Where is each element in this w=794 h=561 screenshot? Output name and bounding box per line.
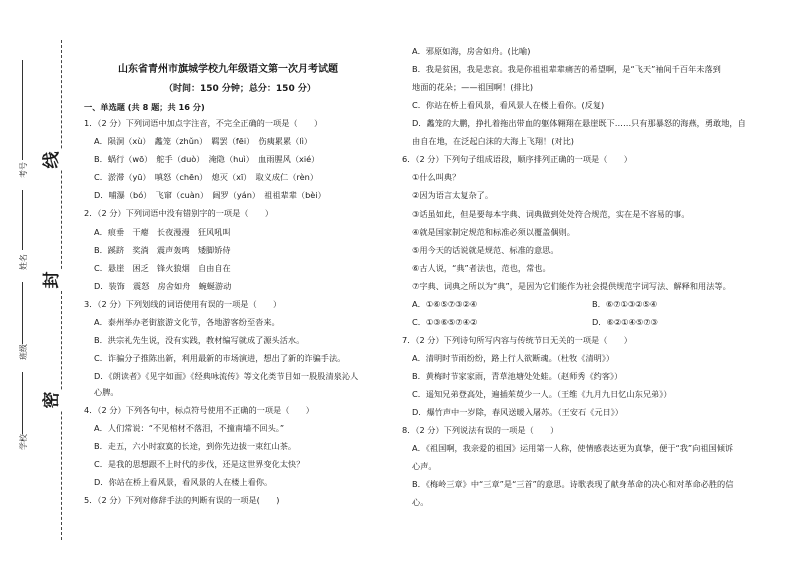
q5-option-b-cont: 地面的花朵；——祖国啊！(排比) [412,82,534,92]
q5-option-c: C．你站在桥上看风景，看风景人在楼上看你。(反复) [412,100,605,110]
exam-subtitle: （时间：150 分钟；总分：150 分） [164,84,316,94]
q6-stem: 6．（2 分）下列句子组成语段，顺序排列正确的一项是（ ） [402,154,632,164]
q5-option-a: A．邪原如海，房舍如舟。(比喻) [412,46,531,56]
q6-option-c: C．①③⑥⑤⑦④② [412,317,478,327]
q1-option-a: A．陨洞（xù） 蠡笼（zhǔn） 羁罢（fēi） 伤痍累累（lì） [94,136,313,146]
binding-margin [0,0,72,561]
q7-option-a: A．清明时节雨纷纷，路上行人欲断魂。（杜牧《清明》） [412,353,615,363]
q6-sentence-5: ⑤用今天的话说就是规范、标准的意思。 [412,245,559,255]
q2-option-d: D．装饰 震怒 房舍如舟 蜿蜒游动 [94,281,232,291]
q7-option-c: C．遥知兄弟登高处，遍插茱萸少一人。（王维《九月九日忆山东兄弟》） [412,389,672,399]
q5-option-d-cont: 由自在地，在泛起白沫的大海上飞翔！(对比) [412,136,574,146]
q4-option-c: C．是我的思想跟不上时代的步伐，还是这世界变化太快？ [94,459,305,469]
q6-sentence-1: ①什么叫典？ [412,172,461,182]
q2-option-a: A．痕垂 干瘪 长夜漫漫 狂风吼叫 [94,227,231,237]
q8-stem: 8．（2 分）下列说法有误的一项是（ ） [402,425,559,435]
margin-label-school: 学校 [19,434,28,450]
q2-option-c: C．悬崖 困乏 锋火狼烟 自由自在 [94,263,231,273]
q2-stem: 2．（2 分）下列词语中没有错别字的一项是（ ） [84,208,274,218]
name-line [22,190,23,250]
q6-sentence-3: ③话虽如此，但是要每本字典、词典做到处处符合规范，实在是不容易的事。 [412,209,690,219]
q4-option-d: D．你站在桥上看风景，看风景的人在楼上看你。 [94,477,273,487]
q2-option-b: B．蹊跻 奖淌 震声轰鸣 矮脚矫侍 [94,245,231,255]
q4-stem: 4．（2 分）下列各句中，标点符号使用不正确的一项是（ ） [84,405,314,415]
q1-option-d: D．哺瀑（bó） 飞窜（cuàn） 阔罗（yán） 祖祖辈辈（bèi） [94,190,326,200]
q1-stem: 1．（2 分）下列词语中加点字注音，不完全正确的一项是（ ） [84,118,323,128]
class-line [22,282,23,344]
q5-option-b: B．我是贫困，我是悲哀。我是你祖祖辈辈痛苦的希望啊，是“飞天”袖间千百年未落到 [412,64,721,74]
margin-label-name: 姓名 [19,254,28,270]
q1-option-c: C．淤滞（yū） 嗔怒（chēn） 熄灭（xī） 取义成仁（rèn） [94,172,319,182]
q3-option-c: C．诈骗分子推陈出新，利用最新的市场演进，想出了新的诈骗手法。 [94,353,346,363]
q3-option-b: B．洪宗礼先生说，没有实践，教材编写就成了源头活水。 [94,335,305,345]
q8-option-b: B．《梅岭三章》中“三章”是“三首”的意思。诗歌表现了献身革命的决心和对革命必胜的信 [412,479,734,489]
q6-option-b: B．⑥⑦①③②⑤④ [592,299,658,309]
exam-number-line [22,60,23,160]
q6-sentence-7: ⑦字典、词典之所以为“典”，是因为它们能作为社会提供规范字词写法、解释和用法等。 [412,281,731,291]
section-1-heading: 一、单选题 (共 8 题；共 16 分) [84,102,205,112]
q3-option-d: D．《朗读者》《见字如面》《经典咏流传》等文化类节目如一股股清泉沁人 [94,371,359,381]
seal-char-mi: 密 [42,391,62,409]
margin-label-exam-number: 考号 [19,162,28,178]
exam-title: 山东省青州市旗城学校九年级语文第一次月考试题 [118,64,338,75]
seal-char-xian: 线 [42,151,62,169]
school-line [22,372,23,434]
seal-dashed-line [61,40,62,540]
q3-stem: 3．（2 分）下列划线的词语使用有误的一项是（ ） [84,299,282,309]
q7-option-d: D．爆竹声中一岁除，春风送暖入屠苏。（王安石《元日》） [412,407,623,417]
q3-option-a: A．泰州举办老街旅游文化节，各地游客纷至沓来。 [94,317,280,327]
q8-option-a-cont: 心声。 [412,461,437,471]
q4-option-b: B．走五，六小时寂寞的长途，到你先边拔一束红山茶。 [94,441,297,451]
q6-sentence-4: ④就是国家制定规范和标准必须以覆盖偶则。 [412,227,575,237]
q5-stem: 5．（2 分）下列对修辞手法的判断有误的一项是( ) [84,495,280,505]
q4-option-a: A．人们常说：“不见棺材不落泪，不撞南墙不回头。” [94,423,285,433]
q3-option-d-cont: 心脾。 [94,387,119,397]
q8-option-a: A．《祖国啊，我亲爱的祖国》运用第一人称，使情感表达更为真挚，便于“我”向祖国倾诉 [412,443,734,453]
q7-option-b: B．黄梅时节家家雨，青草池塘处处蛙。（赵师秀《约客》） [412,371,623,381]
q8-option-b-cont: 心。 [412,497,429,507]
q6-option-a: A．①⑥⑤⑦③②④ [412,299,478,309]
q1-option-b: B．蜗行（wō） 舵手（duò） 淹隐（huì） 血雨腥风（xié） [94,154,320,164]
q5-option-d: D．蠡笼的大鹏，挣扎着拖出带血的躯体翱翔在悬崖既下……只有那暴怒的海燕，勇敢地，自 [412,118,746,128]
margin-label-class: 班级 [19,344,28,360]
q6-option-d: D．⑥②①④⑤⑦③ [592,317,658,327]
q7-stem: 7．（2 分）下列诗句所写内容与传统节日无关的一项是（ ） [402,335,632,345]
seal-char-feng: 封 [42,271,62,289]
q6-sentence-2: ②因为语言太复杂了。 [412,190,494,200]
q6-sentence-6: ⑥古人说，“典”者法也，范也，常也。 [412,263,551,273]
